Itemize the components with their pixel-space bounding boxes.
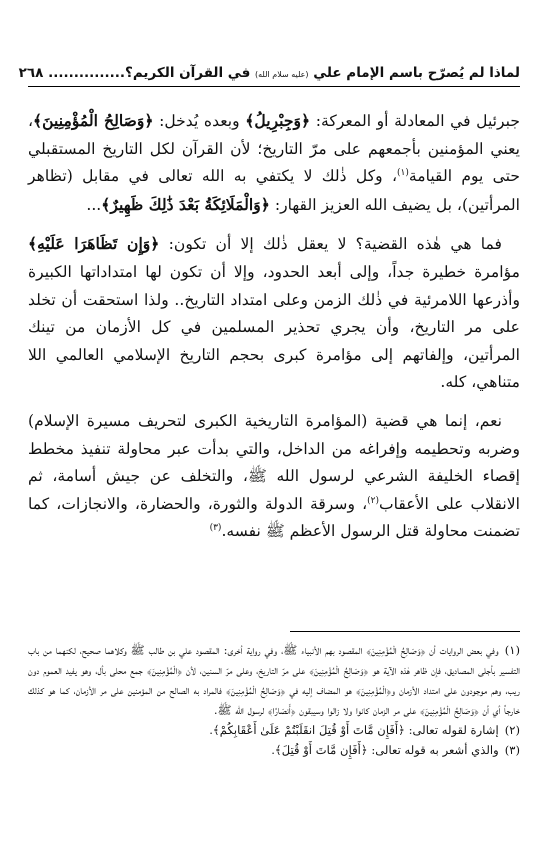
- text-run: جبرئيل في المعادلة أو المعركة:: [310, 112, 520, 130]
- text-run: مؤامرة خطيرة جداً، وإلى أبعد الحدود، وإلا أن تكون لها امتداداتها الكبيرة وأذرعها اللامرئية في ذٰلك الزمن وعلى امتداد التاريخ.. ولذا استحقت أن تخلد على مر التاريخ، وأن يجري تحذير المسلمين في كل الأزمان من تينك المرأتين، وإلفاتهم إلى مؤامرة كبرى بحجم التاريخ الإسلامي العالمي اللا متناهي، كله.: [28, 262, 520, 392]
- header-title: [125, 62, 520, 86]
- footnote-divider: [290, 631, 520, 632]
- footnote: [28, 740, 520, 760]
- paragraph: [28, 230, 520, 397]
- quran-quote: ﴿وَإِن تَظَاهَرَا عَلَيْهِ﴾: [28, 234, 160, 254]
- text-run: وبعده يُدخل:: [153, 112, 246, 130]
- book-page: [18, 62, 521, 546]
- header-page-side: [19, 62, 125, 84]
- header-title-part1: لماذا لم يُصرّح باسم الإمام علي: [313, 65, 520, 81]
- header-title-part2: في القرآن الكريم؟: [125, 65, 251, 81]
- quran-quote: ﴿وَصَالِحُ الْمُؤْمِنِينَ﴾: [33, 111, 154, 130]
- text-run: نعم، إنما هي قضية (المؤامرة التاريخية الكبرى لتحريف مسيرة الإسلام) وضربه وتحطيمه وإفراغه من الداخل، والتي بدأت عبر محاولة تنفيذ مخطط إقصاء الخليفة الشرعي لرسول الله ﷺ، والتخلف عن جيش أسامة، ثم الانقلاب على الأعقاب: [28, 411, 520, 513]
- footnote: [28, 640, 520, 720]
- paragraph: [28, 107, 520, 219]
- text-run: ، وكل ذٰلك لا يكتفي به الله تعالى في مقابل (تظاهر المرأتين)، بل يضيف الله العزيز القهار:: [28, 167, 520, 214]
- header-divider: [28, 86, 520, 87]
- footnote-text: وفي بعض الروايات أن ﴿وَصَالِحُ الْمُؤْمِنِينَ﴾ المقصود بهم الأنبياء ﷺ، وفي رواية أخرى: المقصود علي بن طالب ﷺ وكلاهما صحيح، لكنهما من باب التفسير بأجلى المصاديق، فإن ظاهر هٰذه الآية هو ﴿وَصَالِحُ الْمُؤْمِنِينَ﴾ على مرّ التاريخ، وعلى مرّ السنين، لأن ﴿الْمُؤْمِنِينَ﴾ جمع محلى بأل، وهو يفيد العموم دون ريب، وهم موجودون على امتداد الأزمان و﴿الْمُؤْمِنِينَ﴾ هو المضاف إليه في ﴿وَصَالِحُ الْمُؤْمِنِينَ﴾ فالمراد به الصالح من المؤمنين على مر الأزمان، كما هو كذلك خارجاً أي أن ﴿وَصَالِحُ الْمُؤْمِنِينَ﴾ على مر الزمان كانوا ولا زالوا وسيبقون ﴿أَنصَارًا﴾ لرسول الله ﷺ.: [28, 643, 520, 717]
- text-run: ، يعني المؤمنين بأجمعهم على مرّ التاريخ؛ لأن القرآن لكل التاريخ المستقبلي حتى يوم القيامة: [28, 112, 521, 186]
- text-run: ، وسرقة الدولة والثورة، والحضارة، والانجازات، كما تضمنت محاولة قتل الرسول الأعظم ﷺ نفسه.: [28, 494, 520, 541]
- running-header: [18, 62, 520, 84]
- quran-quote: ﴿وَالْمَلَائِكَةُ بَعْدَ ذَٰلِكَ ظَهِيرٌ﴾: [101, 194, 270, 214]
- header-dots: ...............: [48, 65, 126, 81]
- footnote: [28, 720, 520, 740]
- footnote-number: (٣): [504, 743, 520, 757]
- footnote-number: (١): [504, 643, 520, 657]
- footnote-ref: (٢): [367, 495, 379, 506]
- header-honorific: (عليه سلام الله): [255, 70, 309, 79]
- page-number: ٢٦٨: [18, 65, 44, 81]
- paragraph: [28, 408, 520, 546]
- footnote-ref: (١): [397, 168, 409, 178]
- footnote-ref: (٣): [209, 523, 222, 534]
- text-run: ...: [86, 195, 102, 214]
- main-text: [28, 107, 520, 546]
- quran-quote: ﴿وَجِبْرِيلُ﴾: [245, 111, 311, 130]
- footnote-text: والذي أشعر به قوله تعالى: ﴿أَفَإِن مَّاتَ أَوْ قُتِلَ﴾.: [271, 743, 499, 757]
- footnote-number: (٢): [504, 723, 520, 737]
- footnote-text: إشارة لقوله تعالى: ﴿أَفَإِن مَّاتَ أَوْ قُتِلَ انقَلَبْتُمْ عَلَىٰ أَعْقَابِكُمْ﴾.: [209, 723, 499, 737]
- text-run: فما هي هٰذه القضية؟ لا يعقل ذٰلك إلا أن تكون:: [159, 235, 502, 254]
- footnotes: [28, 640, 520, 760]
